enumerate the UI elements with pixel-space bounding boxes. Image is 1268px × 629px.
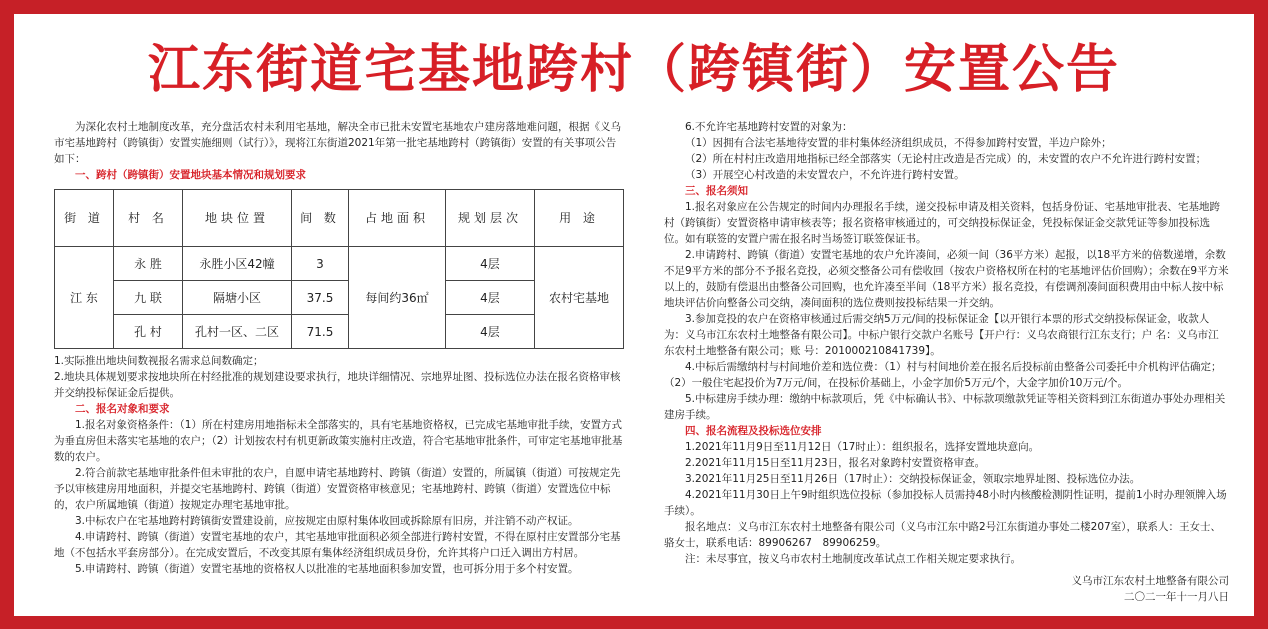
- signature-block: [664, 573, 1229, 605]
- list-item: 2.申请跨村、跨镇（街道）安置宅基地的农户允许凑间，必须一间（36平方米）起报，以18平方米的倍数递增，余数不足9平方米的部分不予报名竞投，必须交整备公司有偿收回（按农户资格权所在村的宅基地评估价回购）；余数在9平方米以上的，鼓励有偿退出由整备公司回购，也允许凑至半间（18平方米）报名竞投，有偿调剂凑间面积费用由中标人按中标地块评估价向整备公司交纳，凑间面积的选位费则按投标结果一并交纳。: [664, 249, 1229, 309]
- plot-table: [54, 189, 624, 349]
- table-header-row: [55, 190, 624, 247]
- section2-heading: 二、报名对象和要求: [75, 403, 170, 415]
- list-item: 2.符合前款宅基地审批条件但未审批的农户，自愿申请宅基地跨村、跨镇（街道）安置的，所属镇（街道）可按规定先予以审核建房用地面积，并提交宅基地跨村、跨镇（街道）安置资格审核意见；宅基地跨村、跨镇（街道）安置选位中标的，农户所属地镇（街道）按规定办理宅基地审批。: [54, 467, 621, 511]
- note-item: 2.地块具体规划要求按地块所在村经批准的规划建设要求执行，地块详细情况、宗地界址图、投标选位办法在报名资格审核并交纳投标保证金后提供。: [54, 371, 621, 399]
- list-item: 4.中标后需缴纳村与村间地价差和选位费：（1）村与村间地价差在报名后投标前由整备公司委托中介机构评估确定；（2）一般住宅起投价为7万元/间，在投标价基础上，小金字加价5万元/个，大金字加价10万元/个。: [664, 361, 1222, 389]
- location-cell: 隔塘小区: [183, 281, 292, 315]
- table-header-cell: 村 名: [114, 190, 183, 247]
- table-header-cell: 地块位置: [183, 190, 292, 247]
- signature-date: 二〇二一年十一月八日: [1124, 591, 1229, 603]
- count-cell: 37.5: [292, 281, 349, 315]
- list-item: 3.参加竞投的农户在资格审核通过后需交纳5万元/间的投标保证金【以开银行本票的形式交纳投标保证金，收款人为：义乌市江东农村土地整备有限公司】。中标户银行交款户名账号【开户行：义乌农商银行江东支行；户 名：义乌市江东农村土地整备有限公司；账 号：201000210841739】。: [664, 313, 1219, 357]
- list-item: 4.申请跨村、跨镇（街道）安置宅基地的农户，其宅基地审批面积必须全部进行跨村安置，不得在原村庄安置部分宅基地（不包括水平套房部分）。在完成安置后，不改变其原有集体经济组织成员身份，允许其将户口迁入调出方村居。: [54, 531, 621, 559]
- section1-heading: 一、跨村（跨镇街）安置地块基本情况和规划要求: [75, 169, 306, 181]
- list-item: （1）因拥有合法宅基地待安置的非村集体经济组织成员，不得参加跨村安置，半边户除外；: [685, 137, 1112, 149]
- village-cell: 孔 村: [114, 315, 183, 349]
- list-item: 6.不允许宅基地跨村安置的对象为：: [685, 121, 853, 133]
- location-cell: 孔村一区、二区: [183, 315, 292, 349]
- village-cell: 永 胜: [114, 247, 183, 281]
- floors-cell: 4层: [446, 315, 535, 349]
- village-cell: 九 联: [114, 281, 183, 315]
- count-cell: 71.5: [292, 315, 349, 349]
- section3-heading: 三、报名须知: [685, 185, 748, 197]
- list-item: 4.2021年11月30日上午9时组织选位投标（参加投标人员需持48小时内核酸检测阴性证明，提前1小时办理领牌入场手续）。: [664, 489, 1227, 517]
- list-item: 1.2021年11月9日至11月12日（17时止）：组织报名，选择安置地块意向。: [685, 441, 1040, 453]
- left-column: [54, 119, 624, 577]
- list-item: 1.报名对象应在公告规定的时间内办理报名手续，递交投标申请及相关资料，包括身份证、宅基地审批表、宅基地跨村（跨镇街）安置资格申请审核表等；报名资格审核通过的，可交纳投标保证金，凭投标保证金交款凭证等参加投标选位。如有联签的安置户需在报名时当场签订联签保证书。: [664, 201, 1221, 245]
- table-header-cell: 用 途: [535, 190, 624, 247]
- list-item: （3）开展空心村改造的未安置农户，不允许进行跨村安置。: [685, 169, 965, 181]
- floors-cell: 4层: [446, 281, 535, 315]
- area-cell: 每间约36㎡: [349, 247, 446, 349]
- contact-info: 报名地点：义乌市江东农村土地整备有限公司（义乌市江东中路2号江东街道办事处二楼207室），联系人：王女士、骆女士，联系电话：89906267 89906259。: [664, 521, 1221, 549]
- list-item: （2）所在村村庄改造用地指标已经全部落实（无论村庄改造是否完成）的，未安置的农户不允许进行跨村安置；: [685, 153, 1207, 165]
- list-item: 3.中标农户在宅基地跨村跨镇街安置建设前，应按规定由原村集体收回或拆除原有旧房，并注销不动产权证。: [75, 515, 579, 527]
- table-header-cell: 规划层次: [446, 190, 535, 247]
- list-item: 5.申请跨村、跨镇（街道）安置宅基地的资格权人以批准的宅基地面积参加安置，也可拆分用于多个村安置。: [75, 563, 579, 575]
- table-header-cell: 占地面积: [349, 190, 446, 247]
- street-cell: 江 东: [55, 247, 114, 349]
- section4-heading: 四、报名流程及投标选位安排: [685, 425, 822, 437]
- footnote: 注：未尽事宜，按义乌市农村土地制度改革试点工作相关规定要求执行。: [685, 553, 1021, 565]
- intro-paragraph: 为深化农村土地制度改革，充分盘活农村未利用宅基地，解决全市已批未安置宅基地农户建房落地难问题，根据《义乌市宅基地跨村（跨镇街）安置实施细则（试行）》，现将江东街道2021年第一批宅基地跨村（跨镇街）安置的有关事项公告如下：: [54, 121, 621, 165]
- floors-cell: 4层: [446, 247, 535, 281]
- location-cell: 永胜小区42幢: [183, 247, 292, 281]
- count-cell: 3: [292, 247, 349, 281]
- announcement-poster: [14, 14, 1254, 616]
- list-item: 2.2021年11月15日至11月23日，报名对象跨村安置资格审查。: [685, 457, 986, 469]
- usage-cell: 农村宅基地: [535, 247, 624, 349]
- signature-org: 义乌市江东农村土地整备有限公司: [1071, 575, 1229, 587]
- list-item: 1.报名对象资格条件：（1）所在村建房用地指标未全部落实的，具有宅基地资格权，已完成宅基地审批手续，安置方式为垂直房但未落实宅基地的农户；（2）计划按农村有机更新政策实施村庄改造，符合宅基地审批条件，可审定宅基地审批基数的农户。: [54, 419, 623, 463]
- note-item: 1.实际推出地块间数视报名需求总间数确定；: [54, 355, 264, 367]
- list-item: 3.2021年11月25日至11月26日（17时止）：交纳投标保证金，领取宗地界址图、投标选位办法。: [685, 473, 1141, 485]
- table-row: [55, 247, 624, 281]
- right-column: [664, 119, 1229, 605]
- table-header-cell: 间 数: [292, 190, 349, 247]
- list-item: 5.中标建房手续办理：缴纳中标款项后，凭《中标确认书》、中标款项缴款凭证等相关资料到江东街道办事处办理相关建房手续。: [664, 393, 1226, 421]
- page-title: 江东街道宅基地跨村（跨镇街）安置公告: [147, 40, 1120, 100]
- table-header-cell: 街 道: [55, 190, 114, 247]
